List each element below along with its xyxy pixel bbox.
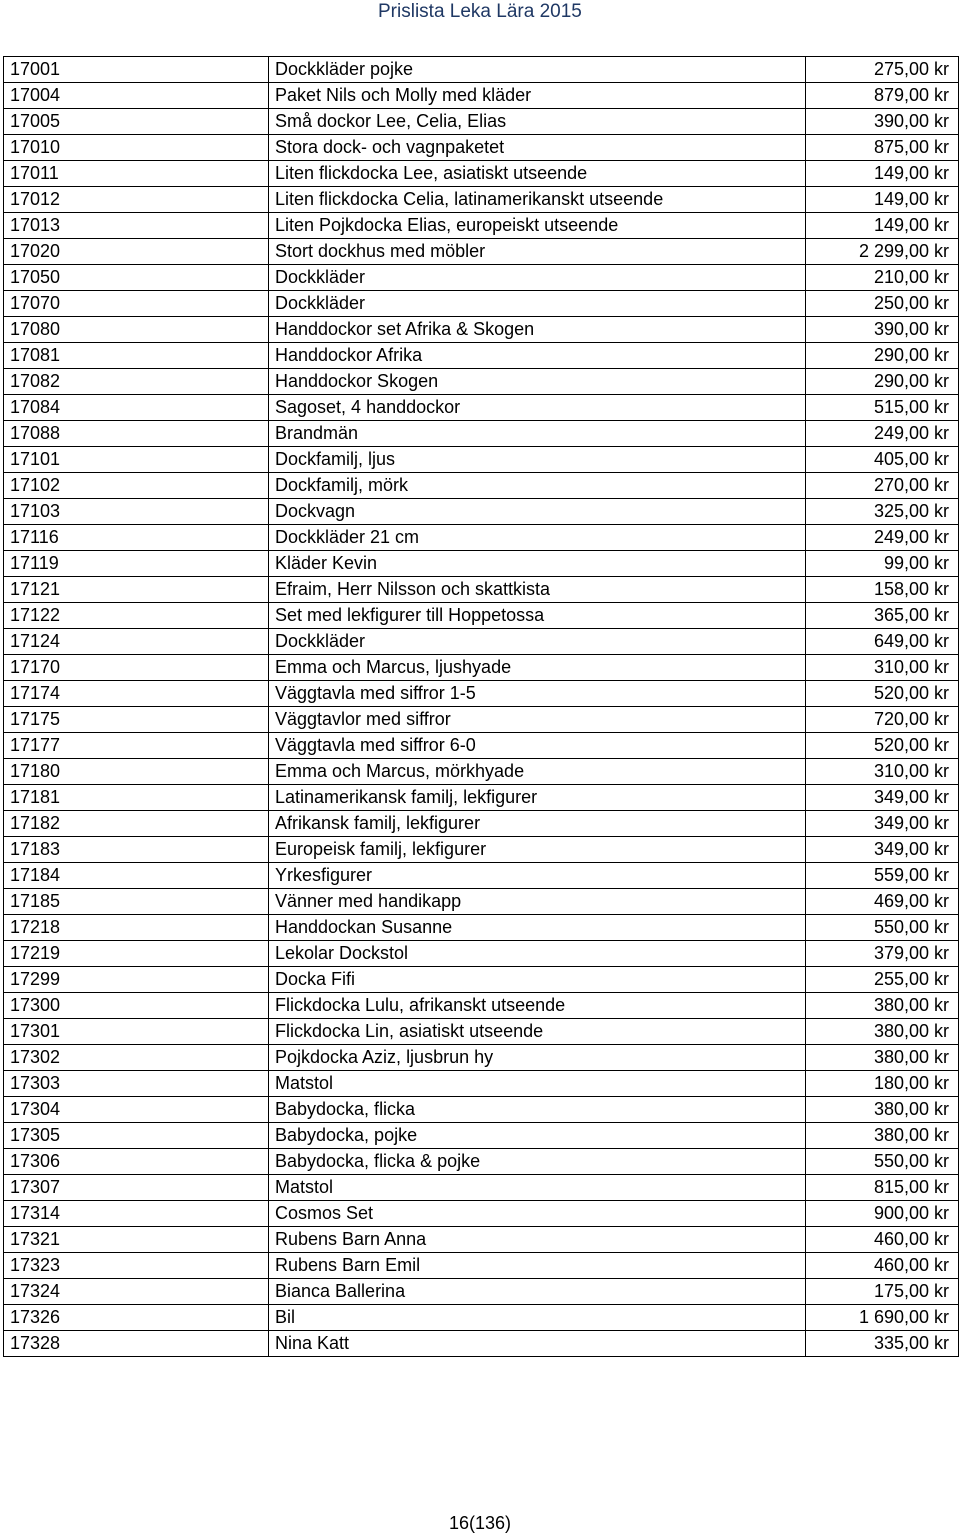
code-cell: 17103: [4, 499, 269, 525]
code-cell: 17185: [4, 889, 269, 915]
price-cell: 149,00 kr: [806, 213, 959, 239]
table-row: [4, 1097, 959, 1123]
description-cell: Set med lekfigurer till Hoppetossa: [269, 603, 806, 629]
table-row: [4, 473, 959, 499]
description-cell: Väggtavla med siffror 1-5: [269, 681, 806, 707]
code-cell: 17326: [4, 1305, 269, 1331]
code-cell: 17101: [4, 447, 269, 473]
price-cell: 1 690,00 kr: [806, 1305, 959, 1331]
price-cell: 325,00 kr: [806, 499, 959, 525]
description-cell: Vänner med handikapp: [269, 889, 806, 915]
code-cell: 17005: [4, 109, 269, 135]
price-cell: 380,00 kr: [806, 1019, 959, 1045]
description-cell: Babydocka, pojke: [269, 1123, 806, 1149]
table-row: [4, 993, 959, 1019]
price-cell: 290,00 kr: [806, 343, 959, 369]
price-cell: 290,00 kr: [806, 369, 959, 395]
table-row: [4, 785, 959, 811]
code-cell: 17124: [4, 629, 269, 655]
table-row: [4, 291, 959, 317]
price-cell: 249,00 kr: [806, 525, 959, 551]
description-cell: Rubens Barn Anna: [269, 1227, 806, 1253]
price-cell: 275,00 kr: [806, 57, 959, 83]
description-cell: Handdockan Susanne: [269, 915, 806, 941]
code-cell: 17001: [4, 57, 269, 83]
table-row: [4, 1019, 959, 1045]
price-cell: 720,00 kr: [806, 707, 959, 733]
description-cell: Flickdocka Lin, asiatiskt utseende: [269, 1019, 806, 1045]
price-cell: 380,00 kr: [806, 1097, 959, 1123]
table-row: [4, 1201, 959, 1227]
description-cell: Dockkläder pojke: [269, 57, 806, 83]
price-cell: 365,00 kr: [806, 603, 959, 629]
table-row: [4, 187, 959, 213]
code-cell: 17218: [4, 915, 269, 941]
description-cell: Docka Fifi: [269, 967, 806, 993]
description-cell: Stora dock- och vagnpaketet: [269, 135, 806, 161]
code-cell: 17324: [4, 1279, 269, 1305]
code-cell: 17302: [4, 1045, 269, 1071]
table-row: [4, 57, 959, 83]
code-cell: 17084: [4, 395, 269, 421]
table-row: [4, 1045, 959, 1071]
price-cell: 255,00 kr: [806, 967, 959, 993]
price-cell: 99,00 kr: [806, 551, 959, 577]
price-cell: 310,00 kr: [806, 655, 959, 681]
code-cell: 17122: [4, 603, 269, 629]
code-cell: 17020: [4, 239, 269, 265]
price-cell: 380,00 kr: [806, 1123, 959, 1149]
price-cell: 210,00 kr: [806, 265, 959, 291]
table-row: [4, 603, 959, 629]
description-cell: Små dockor Lee, Celia, Elias: [269, 109, 806, 135]
code-cell: 17304: [4, 1097, 269, 1123]
description-cell: Väggtavlor med siffror: [269, 707, 806, 733]
price-cell: 250,00 kr: [806, 291, 959, 317]
description-cell: Matstol: [269, 1175, 806, 1201]
description-cell: Cosmos Set: [269, 1201, 806, 1227]
table-row: [4, 681, 959, 707]
description-cell: Liten flickdocka Celia, latinamerikanskt utseende: [269, 187, 806, 213]
code-cell: 17011: [4, 161, 269, 187]
table-row: [4, 889, 959, 915]
table-row: [4, 1123, 959, 1149]
description-cell: Europeisk familj, lekfigurer: [269, 837, 806, 863]
code-cell: 17004: [4, 83, 269, 109]
code-cell: 17307: [4, 1175, 269, 1201]
description-cell: Babydocka, flicka: [269, 1097, 806, 1123]
price-cell: 460,00 kr: [806, 1253, 959, 1279]
description-cell: Handdockor Skogen: [269, 369, 806, 395]
description-cell: Efraim, Herr Nilsson och skattkista: [269, 577, 806, 603]
code-cell: 17301: [4, 1019, 269, 1045]
description-cell: Yrkesfigurer: [269, 863, 806, 889]
price-cell: 2 299,00 kr: [806, 239, 959, 265]
description-cell: Bianca Ballerina: [269, 1279, 806, 1305]
description-cell: Emma och Marcus, ljushyade: [269, 655, 806, 681]
price-cell: 649,00 kr: [806, 629, 959, 655]
description-cell: Väggtavla med siffror 6-0: [269, 733, 806, 759]
code-cell: 17299: [4, 967, 269, 993]
table-row: [4, 967, 959, 993]
code-cell: 17321: [4, 1227, 269, 1253]
table-row: [4, 655, 959, 681]
code-cell: 17305: [4, 1123, 269, 1149]
description-cell: Dockkläder: [269, 629, 806, 655]
table-row: [4, 941, 959, 967]
code-cell: 17174: [4, 681, 269, 707]
code-cell: 17303: [4, 1071, 269, 1097]
description-cell: Handdockor set Afrika & Skogen: [269, 317, 806, 343]
price-cell: 349,00 kr: [806, 785, 959, 811]
price-cell: 249,00 kr: [806, 421, 959, 447]
table-row: [4, 1071, 959, 1097]
table-row: [4, 707, 959, 733]
code-cell: 17175: [4, 707, 269, 733]
price-cell: 815,00 kr: [806, 1175, 959, 1201]
table-row: [4, 499, 959, 525]
price-cell: 879,00 kr: [806, 83, 959, 109]
description-cell: Pojkdocka Aziz, ljusbrun hy: [269, 1045, 806, 1071]
price-cell: 875,00 kr: [806, 135, 959, 161]
description-cell: Dockkläder 21 cm: [269, 525, 806, 551]
description-cell: Dockfamilj, ljus: [269, 447, 806, 473]
table-row: [4, 83, 959, 109]
code-cell: 17116: [4, 525, 269, 551]
code-cell: 17184: [4, 863, 269, 889]
description-cell: Liten Pojkdocka Elias, europeiskt utseende: [269, 213, 806, 239]
price-cell: 380,00 kr: [806, 1045, 959, 1071]
code-cell: 17328: [4, 1331, 269, 1357]
table-row: [4, 395, 959, 421]
code-cell: 17119: [4, 551, 269, 577]
table-row: [4, 577, 959, 603]
description-cell: Dockkläder: [269, 291, 806, 317]
table-row: [4, 551, 959, 577]
description-cell: Sagoset, 4 handdockor: [269, 395, 806, 421]
price-cell: 520,00 kr: [806, 681, 959, 707]
price-cell: 515,00 kr: [806, 395, 959, 421]
description-cell: Stort dockhus med möbler: [269, 239, 806, 265]
price-table: [3, 56, 959, 1357]
table-row: [4, 369, 959, 395]
code-cell: 17177: [4, 733, 269, 759]
description-cell: Nina Katt: [269, 1331, 806, 1357]
description-cell: Brandmän: [269, 421, 806, 447]
code-cell: 17314: [4, 1201, 269, 1227]
table-row: [4, 863, 959, 889]
table-row: [4, 1279, 959, 1305]
code-cell: 17013: [4, 213, 269, 239]
page-header: [0, 0, 960, 26]
description-cell: Latinamerikansk familj, lekfigurer: [269, 785, 806, 811]
price-cell: 405,00 kr: [806, 447, 959, 473]
code-cell: 17300: [4, 993, 269, 1019]
table-row: [4, 265, 959, 291]
description-cell: Flickdocka Lulu, afrikanskt utseende: [269, 993, 806, 1019]
description-cell: Babydocka, flicka & pojke: [269, 1149, 806, 1175]
price-cell: 175,00 kr: [806, 1279, 959, 1305]
description-cell: Dockfamilj, mörk: [269, 473, 806, 499]
table-row: [4, 343, 959, 369]
table-row: [4, 811, 959, 837]
price-cell: 180,00 kr: [806, 1071, 959, 1097]
table-row: [4, 161, 959, 187]
table-row: [4, 135, 959, 161]
price-cell: 349,00 kr: [806, 811, 959, 837]
code-cell: 17081: [4, 343, 269, 369]
code-cell: 17070: [4, 291, 269, 317]
table-row: [4, 317, 959, 343]
description-cell: Bil: [269, 1305, 806, 1331]
table-row: [4, 239, 959, 265]
code-cell: 17170: [4, 655, 269, 681]
description-cell: Liten flickdocka Lee, asiatiskt utseende: [269, 161, 806, 187]
description-cell: Afrikansk familj, lekfigurer: [269, 811, 806, 837]
table-row: [4, 213, 959, 239]
code-cell: 17181: [4, 785, 269, 811]
code-cell: 17012: [4, 187, 269, 213]
description-cell: Dockvagn: [269, 499, 806, 525]
table-row: [4, 1331, 959, 1357]
price-cell: 149,00 kr: [806, 187, 959, 213]
code-cell: 17182: [4, 811, 269, 837]
price-cell: 149,00 kr: [806, 161, 959, 187]
description-cell: Handdockor Afrika: [269, 343, 806, 369]
page-title: Prislista Leka Lära 2015: [378, 1, 582, 22]
code-cell: 17219: [4, 941, 269, 967]
table-row: [4, 1149, 959, 1175]
table-row: [4, 629, 959, 655]
table-row: [4, 915, 959, 941]
code-cell: 17183: [4, 837, 269, 863]
table-row: [4, 1305, 959, 1331]
price-cell: 460,00 kr: [806, 1227, 959, 1253]
price-cell: 380,00 kr: [806, 993, 959, 1019]
code-cell: 17088: [4, 421, 269, 447]
code-cell: 17082: [4, 369, 269, 395]
price-cell: 270,00 kr: [806, 473, 959, 499]
description-cell: Matstol: [269, 1071, 806, 1097]
price-cell: 469,00 kr: [806, 889, 959, 915]
table-row: [4, 759, 959, 785]
code-cell: 17121: [4, 577, 269, 603]
price-cell: 550,00 kr: [806, 915, 959, 941]
price-cell: 335,00 kr: [806, 1331, 959, 1357]
code-cell: 17080: [4, 317, 269, 343]
price-cell: 310,00 kr: [806, 759, 959, 785]
table-row: [4, 1253, 959, 1279]
page-number: 16(136): [448, 1513, 512, 1533]
code-cell: 17323: [4, 1253, 269, 1279]
description-cell: Lekolar Dockstol: [269, 941, 806, 967]
table-row: [4, 1227, 959, 1253]
code-cell: 17102: [4, 473, 269, 499]
code-cell: 17010: [4, 135, 269, 161]
description-cell: Rubens Barn Emil: [269, 1253, 806, 1279]
price-cell: 390,00 kr: [806, 317, 959, 343]
code-cell: 17306: [4, 1149, 269, 1175]
page-footer: [0, 1511, 960, 1535]
description-cell: Kläder Kevin: [269, 551, 806, 577]
price-cell: 520,00 kr: [806, 733, 959, 759]
table-row: [4, 421, 959, 447]
price-cell: 390,00 kr: [806, 109, 959, 135]
description-cell: Emma och Marcus, mörkhyade: [269, 759, 806, 785]
description-cell: Dockkläder: [269, 265, 806, 291]
price-cell: 550,00 kr: [806, 1149, 959, 1175]
table-row: [4, 447, 959, 473]
price-cell: 559,00 kr: [806, 863, 959, 889]
table-row: [4, 733, 959, 759]
table-row: [4, 837, 959, 863]
price-cell: 379,00 kr: [806, 941, 959, 967]
price-table-body: [4, 57, 959, 1357]
code-cell: 17050: [4, 265, 269, 291]
table-row: [4, 109, 959, 135]
price-cell: 349,00 kr: [806, 837, 959, 863]
code-cell: 17180: [4, 759, 269, 785]
table-row: [4, 1175, 959, 1201]
table-row: [4, 525, 959, 551]
price-cell: 900,00 kr: [806, 1201, 959, 1227]
price-cell: 158,00 kr: [806, 577, 959, 603]
description-cell: Paket Nils och Molly med kläder: [269, 83, 806, 109]
